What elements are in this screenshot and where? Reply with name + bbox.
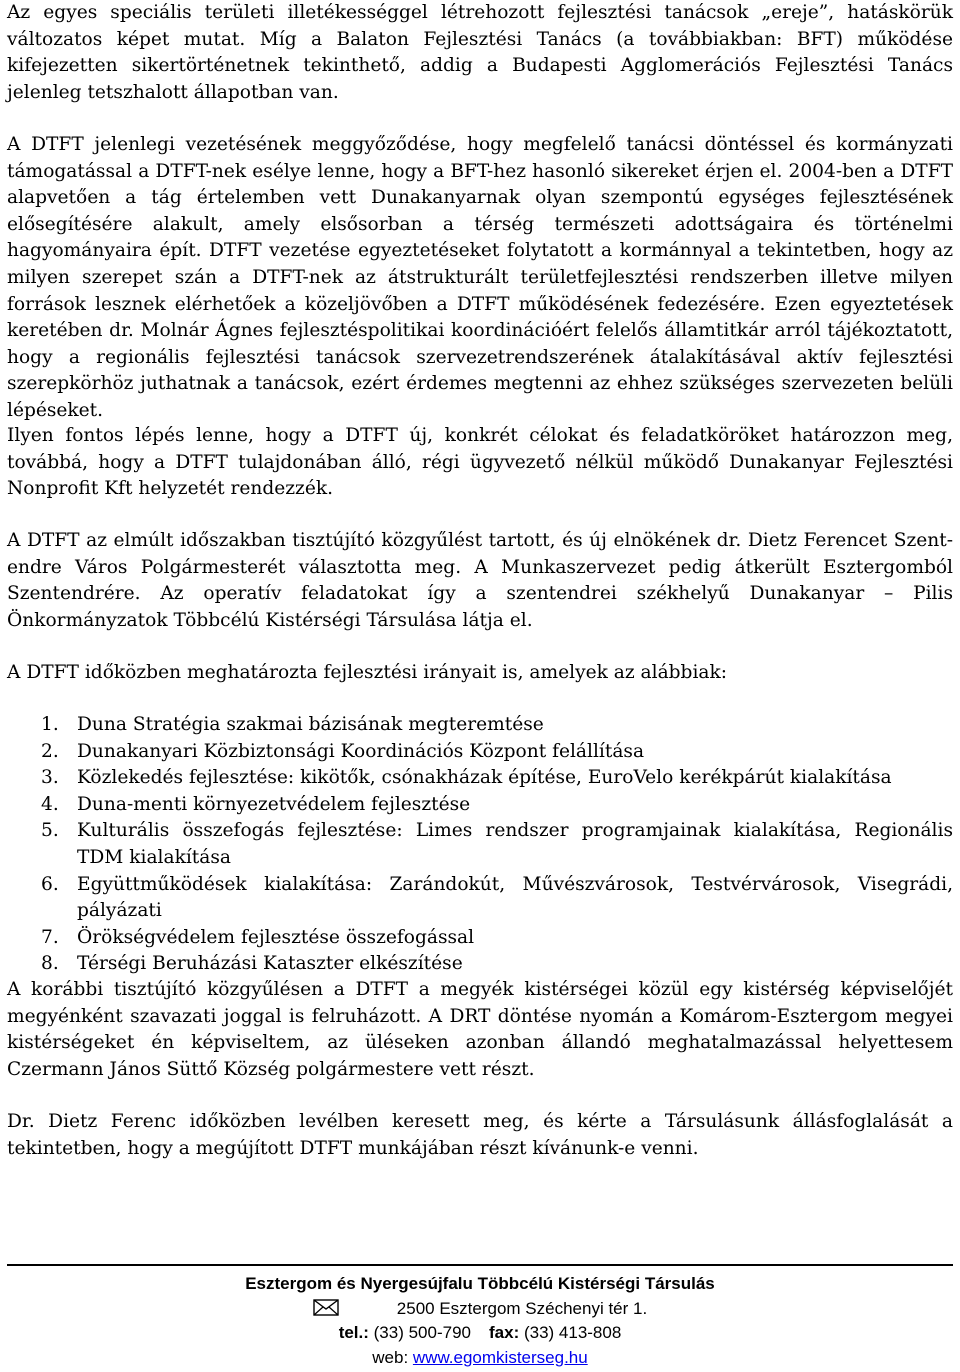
development-directions-list — [7, 712, 953, 978]
list-item — [7, 792, 953, 819]
list-item-number: 3. — [41, 767, 59, 789]
envelope-icon — [313, 1299, 339, 1316]
list-item-number: 4. — [41, 793, 59, 815]
list-item-text: Együttműködések kialakítása: Zarándokút, Művészvárosok, Testvérvárosok, Visegrádi, pályázati — [77, 873, 953, 922]
paragraph-3: Ilyen fontos lépés lenne, hogy a DTFT új, konkrét célokat és feladatköröket határozzon meg, továbbá, hogy a DTFT tulajdonában álló, régi ügyvezető nélkül működő Dunakanyar Fejlesztési Nonprofit Kft helyzetét rendezzék. — [7, 425, 953, 500]
list-item — [7, 712, 953, 739]
paragraph-1: Az egyes speciális területi illetékességgel létrehozott fejlesztési tanácsok „ereje”, hatáskörük változatos képet mutat. Míg a Balaton Fejlesztési Tanács (a továbbiakban: BFT) működése kifejezetten sikertörténetnek tekinthető, addig a Budapesti Agglomerációs Fejlesztési Tanács jelenleg tetszhalott állapotban van. — [7, 2, 953, 103]
list-item — [7, 765, 953, 792]
list-item-text: Közlekedés fejlesztése: kikötők, csónakházak építése, EuroVelo kerékpárút kialakítása — [77, 767, 892, 789]
website-link[interactable]: www.egomkisterseg.hu — [412, 1347, 588, 1367]
paragraph-5: A DTFT időközben meghatározta fejlesztési irányait is, amelyek az alábbiak: — [7, 662, 728, 683]
fax-label: fax: — [489, 1323, 520, 1342]
fax-value: (33) 413-808 — [519, 1323, 622, 1342]
footer-organization: Esztergom és Nyergesújfalu Többcélú Kistérségi Társulás — [245, 1274, 715, 1293]
paragraph-2: A DTFT jelenlegi vezetésének meggyőződése, hogy megfelelő tanácsi döntéssel és kormányzati támogatással a DTFT-nek esélye lenne, hogy a BFT-hez hasonló sikereket érjen el. 2004-ben a DTFT alapvetően a tág értelemben vett Dunakanyarnak olyan szempontú egységes fejlesztésének elősegítésére alakult, amely elsősorban a térség természeti adottságaira és történelmi hagyományaira épít. DTFT vezetése egyeztetéseket folytatott a kormánnyal a tekintetben, hogy az milyen szerepet szán a DTFT-nek az átstrukturált területfejlesztési rendszerben illetve milyen források lesznek elérhetőek a közeljövőben a DTFT működésének fedezésére. Ezen egyeztetések keretében dr. Molnár Ágnes fejlesztéspolitikai koordinációért felelős államtitkár arról tájékoztatott, hogy a regionális fejlesztési tanácsok szervezetrendszerének átalakításával aktív fejlesztési szerepkörhöz juthatnak a tanácsok, ezért érdemes megtenni az ehhez szükséges szervezeten belüli lépéseket. — [7, 134, 953, 421]
list-item-number: 2. — [41, 740, 59, 762]
footer — [0, 1272, 960, 1370]
list-item — [7, 951, 953, 978]
list-item-number: 5. — [41, 820, 59, 842]
footer-contact-line — [0, 1321, 960, 1346]
footer-address-line — [0, 1297, 960, 1322]
list-item-number: 1. — [41, 714, 59, 735]
list-item — [7, 818, 953, 871]
list-item-text: Duna-menti környezetvédelem fejlesztése — [77, 793, 471, 815]
list-item-number: 8. — [41, 953, 59, 975]
list-item — [7, 872, 953, 925]
list-item-text: Kulturális összefogás fejlesztése: Limes rendszer programjainak kialakítása, Regionális TDM kialakítása — [77, 820, 953, 868]
list-item-number: 7. — [41, 926, 59, 948]
paragraph-4: A DTFT az elmúlt időszakban tisztújító közgyűlést tartott, és új elnökének dr. Dietz Ferencet Szentendre Város Polgármesterét választotta meg. A Munkaszervezet pedig átkerült Esztergomból Szentendrére. Az operatív feladatokat így a szentendrei székhelyű Dunakanyar – Pilis Önkormányzatok Többcélú Kistérségi Társulása látja el. — [7, 530, 953, 631]
list-item-text: Térségi Beruházási Kataszter elkészítése — [77, 953, 463, 975]
list-item-number: 6. — [41, 873, 59, 895]
footer-divider — [7, 1264, 953, 1266]
tel-label: tel.: — [338, 1323, 369, 1342]
list-item-text: Dunakanyari Közbiztonsági Koordinációs Központ felállítása — [77, 740, 645, 762]
list-item-text: Örökségvédelem fejlesztése összefogással — [77, 926, 475, 948]
list-item — [7, 925, 953, 952]
list-item — [7, 739, 953, 766]
web-label: web: — [372, 1347, 413, 1367]
paragraph-6: A korábbi tisztújító közgyűlésen a DTFT a megyék kistérségei közül egy kistérség képviselőjét megyénként szavazati joggal is felruházott. A DRT döntése nyomán a Komárom-Esztergom megyei kistérségeket én képviseltem, az üléseken azonban állandó meghatalmazással helyettesem Czermann János Süttő Község polgármestere vett részt. — [7, 979, 953, 1080]
footer-web-line — [0, 1346, 960, 1371]
tel-value: (33) 500-790 — [368, 1323, 471, 1342]
list-item-text: Duna Stratégia szakmai bázisának megteremtése — [77, 714, 544, 735]
footer-address: 2500 Esztergom Széchenyi tér 1. — [396, 1298, 648, 1318]
paragraph-7: Dr. Dietz Ferenc időközben levélben keresett meg, és kérte a Társulásunk állásfoglalását a tekintetben, hogy a megújított DTFT munkájában részt kívánunk-e venni. — [7, 1111, 953, 1159]
